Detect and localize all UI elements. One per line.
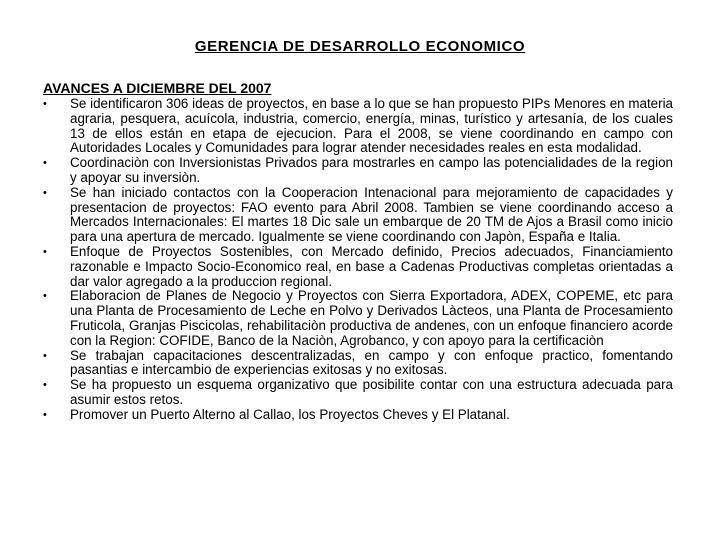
bullet-icon: • xyxy=(43,408,47,421)
bullet-icon: • xyxy=(43,245,47,258)
section-subtitle: AVANCES A DICIEMBRE DEL 2007 xyxy=(43,80,272,96)
list-item xyxy=(43,289,673,348)
list-item xyxy=(43,156,673,186)
page-title: GERENCIA DE DESARROLLO ECONOMICO xyxy=(194,38,526,55)
bullet-icon: • xyxy=(43,379,47,392)
bullet-list xyxy=(43,97,673,423)
bullet-text: Enfoque de Proyectos Sostenibles, con Mercado definido, Precios adecuados, Financiamiento razonable e Impacto Socio-Economico real, en base a Cadenas Productivas completas orientadas a dar valor agregado a la produccion regional. xyxy=(70,243,673,289)
list-item xyxy=(43,97,673,156)
bullet-text: Se identificaron 306 ideas de proyectos, en base a lo que se han propuesto PIPs Menores en materia agraria, pesquera, acuícola, industria, comercio, energía, minas, turístico y artesanía, de los cuales 13 de ellos están en etapa de ejecucion. Para el 2008, se viene coordinando en campo con Autoridades Locales y Comunidades para lograr atender necesidades reales en esta modalidad. xyxy=(70,96,673,156)
list-item xyxy=(43,349,673,379)
list-item xyxy=(43,245,673,289)
bullet-icon: • xyxy=(43,98,47,110)
bullet-icon: • xyxy=(43,186,47,199)
list-item xyxy=(43,186,673,245)
bullet-text: Promover un Puerto Alterno al Callao, los Proyectos Cheves y El Platanal. xyxy=(70,406,510,422)
bullet-icon: • xyxy=(43,157,47,170)
bullet-text: Se trabajan capacitaciones descentralizadas, en campo y con enfoque practico, fomentando pasantias e intercambio de experiencias exitosas y no exitosas. xyxy=(70,347,673,378)
bullet-text: Se ha propuesto un esquema organizativo que posibilite contar con una estructura adecuada para asumir estos retos. xyxy=(70,377,673,407)
bullet-icon: • xyxy=(43,349,47,362)
list-item xyxy=(43,408,673,423)
bullet-text: Elaboracion de Planes de Negocio y Proyectos con Sierra Exportadora, ADEX, COPEME, etc para una Planta de Procesamiento de Leche en Polvo y Derivados Làcteos, una Planta de Procesamiento Fruticola, Granjas Piscicolas, rehabilitaciòn productiva de andenes, con un enfoque financiero acorde con la Region: COFIDE, Banco de la Naciòn, Agrobanco, y con apoyo para la certificaciòn xyxy=(70,288,673,348)
bullet-text: Se han iniciado contactos con la Cooperacion Intenacional para mejoramiento de capacidades y presentacion de proyectos: FAO evento para Abril 2008. Tambien se viene coordinando acceso a Mercados Internacionales: El martes 18 Dic sale un embarque de 20 TM de Ajos a Brasil como inicio para una apertura de mercado. Igualmente se viene coordinando con Japòn, España e Italia. xyxy=(70,184,673,245)
list-item xyxy=(43,378,673,408)
bullet-text: Coordinaciòn con Inversionistas Privados para mostrarles en campo las potencialidades de la region y apoyar su inversiòn. xyxy=(70,155,673,185)
bullet-icon: • xyxy=(43,290,47,303)
